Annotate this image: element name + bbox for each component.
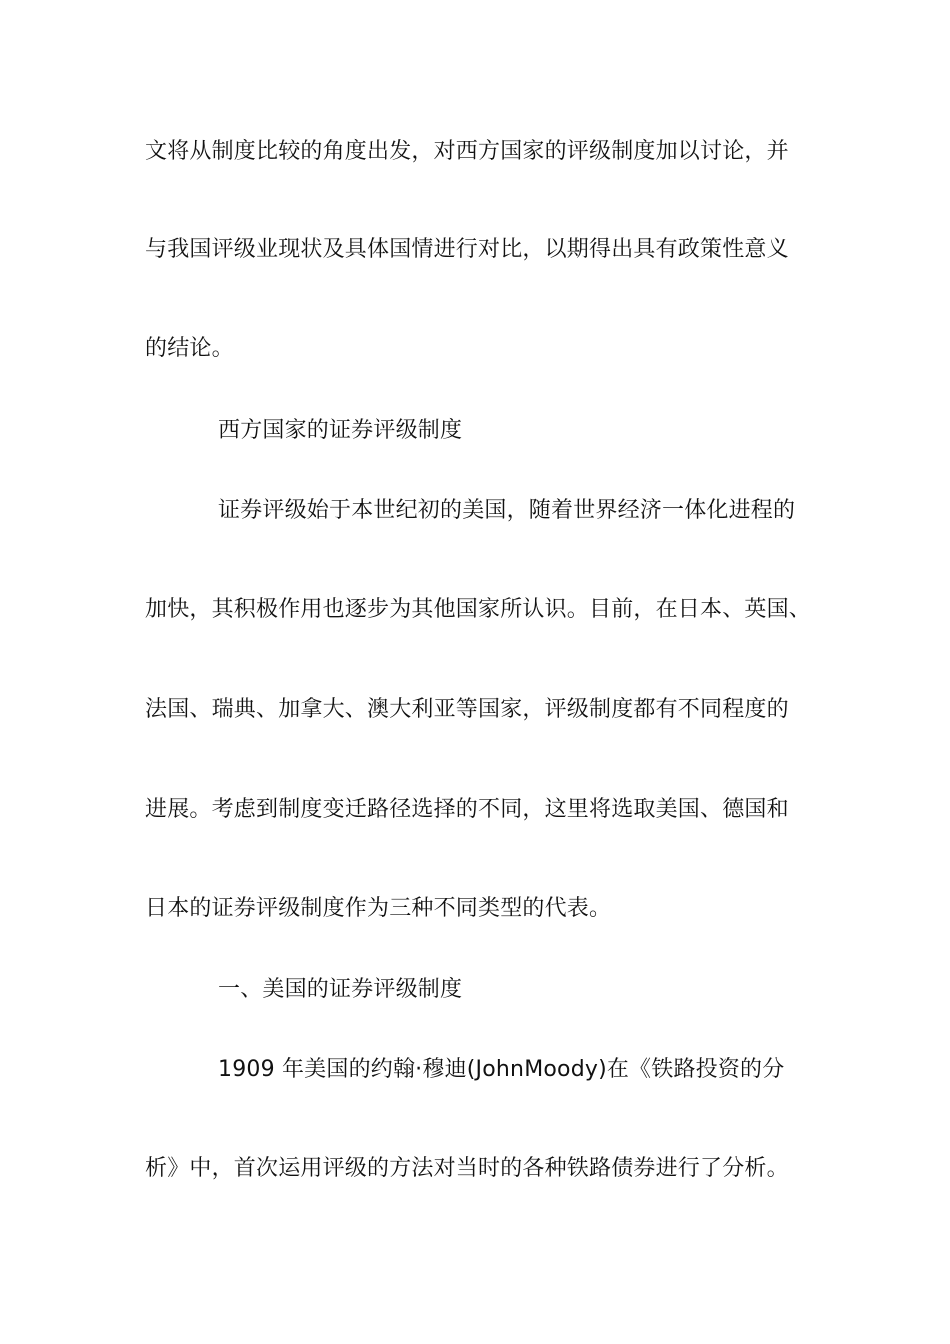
paragraph-line: 加快，其积极作用也逐步为其他国家所认识。目前，在日本、英国、 (145, 597, 812, 622)
paragraph-line: 法国、瑞典、加拿大、澳大利亚等国家，评级制度都有不同程度的 (145, 697, 789, 722)
paragraph-line: 日本的证券评级制度作为三种不同类型的代表。 (145, 896, 612, 921)
section-heading: 一、美国的证券评级制度 (218, 977, 463, 1002)
paragraph-line: 析》中，首次运用评级的方法对当时的各种铁路债券进行了分析。 (145, 1156, 789, 1181)
paragraph-line: 进展。考虑到制度变迁路径选择的不同，这里将选取美国、德国和 (145, 797, 789, 822)
paragraph-line: 1909 年美国的约翰·穆迪(JohnMoody)在《铁路投资的分 (218, 1057, 785, 1082)
paragraph-line: 的结论。 (145, 336, 234, 361)
section-heading: 西方国家的证券评级制度 (218, 418, 463, 443)
paragraph-line: 与我国评级业现状及具体国情进行对比，以期得出具有政策性意义 (145, 237, 789, 262)
paragraph-line: 文将从制度比较的角度出发，对西方国家的评级制度加以讨论，并 (145, 139, 789, 164)
paragraph-line: 证券评级始于本世纪初的美国，随着世界经济一体化进程的 (218, 498, 796, 523)
